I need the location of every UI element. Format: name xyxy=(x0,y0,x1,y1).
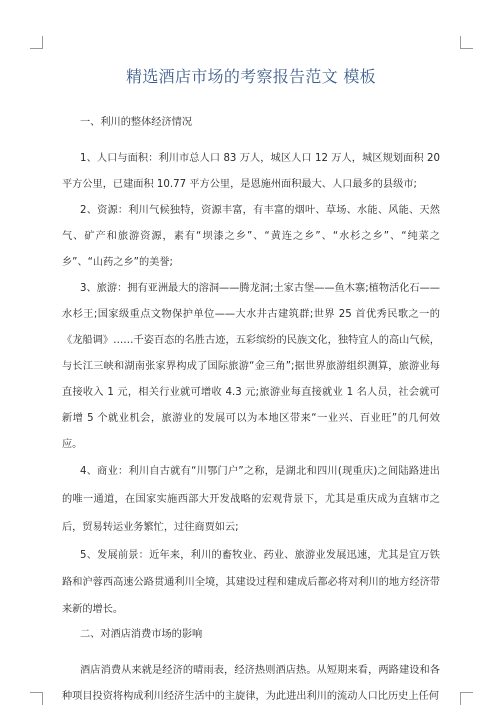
section-heading-hotel-market: 二、对酒店消费市场的影响 xyxy=(80,629,203,640)
corner-mark-bottom-left xyxy=(30,692,43,705)
paragraph-population: 1、人口与面积：利川市总人口 83 万人，城区人口 12 万人，城区规划面积 20 平方公里，已建面积 10.77 平方公里，是恩施州面积最大、人口最多的县级市; xyxy=(62,153,440,190)
corner-mark-bottom-right xyxy=(460,692,473,705)
corner-mark-top-left xyxy=(30,36,43,49)
paragraph-resources: 2、资源：利川气候独特，资源丰富，有丰富的烟叶、草场、水能、风能、天然气、矿产和旅游资源，素有“坝漆之乡”、“黄连之乡”、“水杉之乡”、“纯菜之乡”、“山药之乡”的美誉; xyxy=(62,205,440,268)
paragraph-tourism: 3、旅游：拥有亚洲最大的溶洞——腾龙洞;土家古堡——鱼木寨;植物活化石——水杉王;国家级重点文物保护单位——大水井古建筑群;世界 25 首优秀民歌之一的《龙船调》……千姿百态的名胜古迹，五彩缤纷的民族文化，独特宜人的高山气候，与长江三峡和湖南张家界构成了国际旅游“金三角”;据世界旅游组织测算，旅游业每直接收入 1 元，相关行业就可增收 4.3 元;旅游业每直接就业 1 名人员，社会就可新增 5 个就业机会，旅游业的发展可以为本地区带来“一业兴、百业旺”的几何效应。 xyxy=(62,283,440,450)
document-title: 精选酒店市场的考察报告范文 模板 xyxy=(126,67,376,86)
section-heading-economy: 一、利川的整体经济情况 xyxy=(80,117,193,128)
paragraph-prospects: 5、发展前景：近年来，利川的畜牧业、药业、旅游业发展迅速，尤其是宜万铁路和沪蓉西高速公路贯通利川全境，其建设过程和建成后都必将对利川的地方经济带来新的增长。 xyxy=(62,550,440,615)
paragraph-hotel-consumption: 酒店消费从来就是经济的晴雨表，经济热则酒店热。从短期来看，两路建设和各种项目投资将构成利川经济生活中的主旋律，为此进出利川的流动人口比历史上任何 xyxy=(62,665,440,702)
document-page xyxy=(62,64,440,710)
paragraph-commerce: 4、商业：利川自古就有“川鄂门户”之称，是湖北和四川(现重庆)之间陆路进出的唯一通道，在国家实施西部大开发战略的宏观背景下，尤其是重庆成为直辖市之后，贸易转运业务繁忙，过往商贾如云; xyxy=(62,466,440,533)
corner-mark-top-right xyxy=(460,36,473,49)
